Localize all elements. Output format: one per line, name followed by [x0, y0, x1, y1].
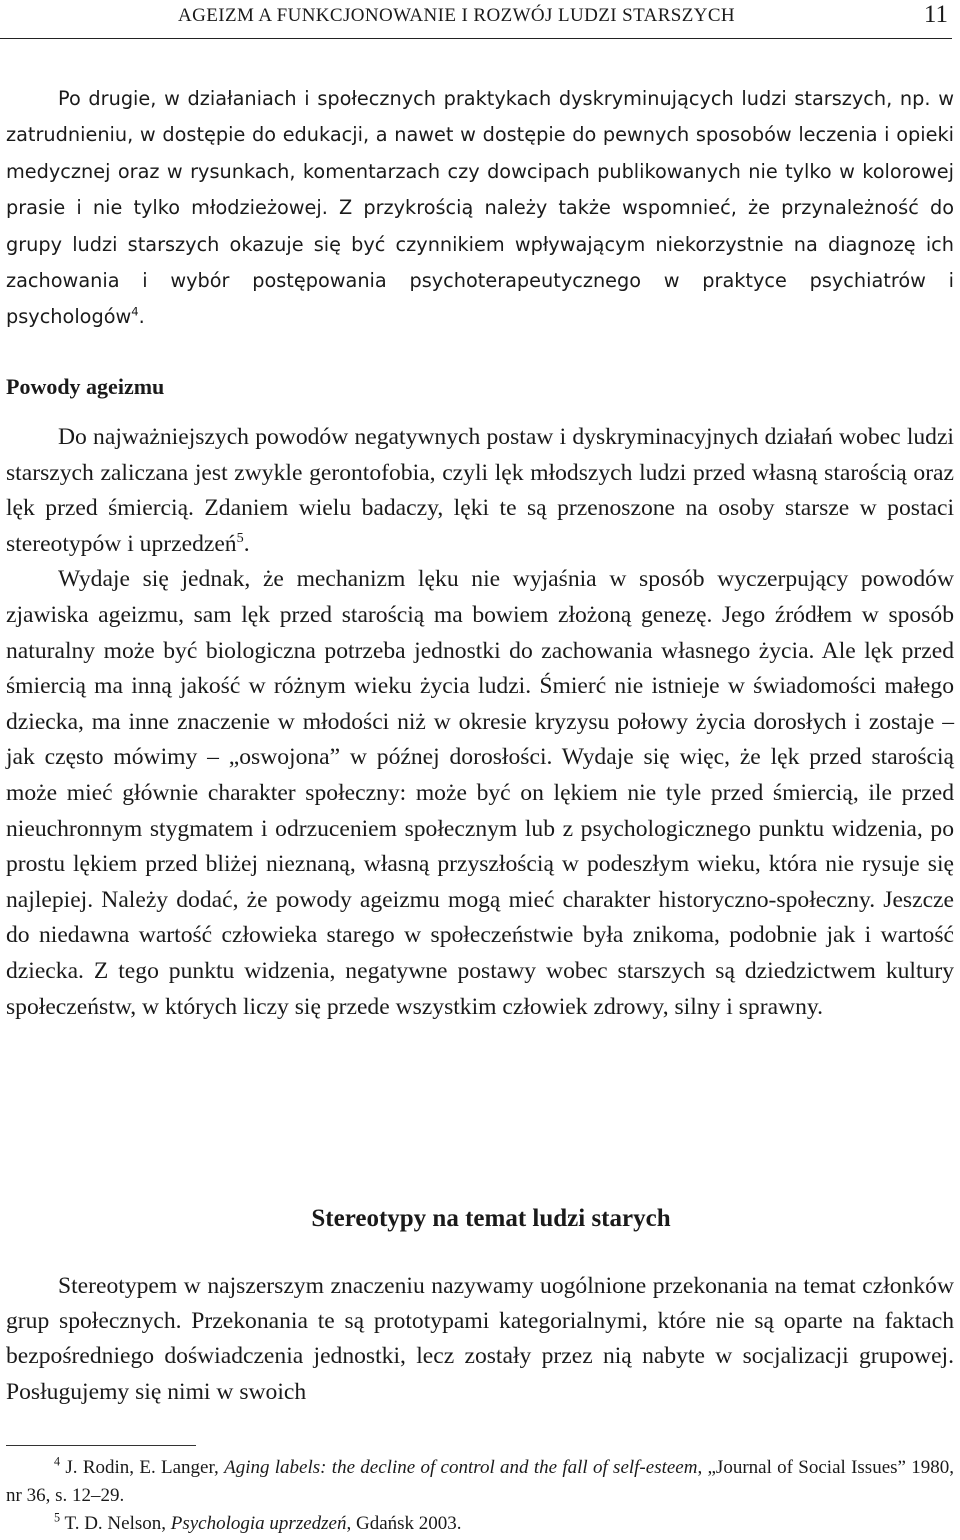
powody-body: [6, 420, 954, 1025]
footnote-divider: [6, 1445, 196, 1446]
footnote-5-title: Psychologia uprzedzeń: [170, 1513, 347, 1534]
intro-paragraph: [6, 81, 954, 336]
section-heading-powody: Powody ageizmu: [6, 374, 165, 399]
footnote-number-4: 4: [54, 1454, 61, 1469]
footnotes: [6, 1454, 954, 1538]
footnote-4-title: Aging labels: the decline of control and the fall of self-esteem: [224, 1457, 698, 1478]
powody-p1-end: .: [243, 530, 250, 557]
footnote-5-author: T. D. Nelson,: [64, 1513, 171, 1534]
running-title: AGEIZM A FUNKCJONOWANIE I ROZWÓJ LUDZI STARSZYCH: [178, 5, 736, 26]
intro-end: .: [138, 305, 145, 329]
footnote-ref-5[interactable]: 5: [236, 529, 244, 546]
intro-text: Po drugie, w działaniach i społecznych praktykach dyskryminujących ludzi starszych, np. w zatrudnieniu, w dostępie do edukacji, a nawet w dostępie do pewnych sposobów leczenia i opieki medycznej oraz w rysunkach, komentarzach czy dowcipach publikowanych nie tylko w kolorowej prasie i nie tylko młodzieżowej. Z przykrością należy także wspomnieć, że przynależność do grupy ludzi starszych okazuje się być czynnikiem wpływającym niekorzystnie na diagnozę ich zachowania i wybór postępowania psychoterapeutycznego w praktyce psychiatrów i psychologów: [6, 87, 954, 329]
footnote-4: [6, 1454, 954, 1510]
footnote-number-5: 5: [54, 1510, 61, 1525]
running-header: [0, 0, 952, 39]
footnote-4-authors: J. Rodin, E. Langer,: [65, 1457, 225, 1478]
footnote-5-source: , Gdańsk 2003.: [346, 1513, 462, 1534]
footnote-ref-4[interactable]: 4: [131, 305, 139, 320]
stereotypy-paragraph-1: Stereotypem w najszerszym znaczeniu nazywamy uogólnione przekonania na temat członków grup społecznych. Przekonania te są prototypami kategorialnymi, które nie są oparte na faktach bezpośredniego doświadczenia jednostki, lecz zostały przez nią nabyte w socjalizacji grupowej. Posługujemy się nimi w swoich: [6, 1273, 954, 1405]
powody-p1-text: Do najważniejszych powodów negatywnych postaw i dyskryminacyjnych działań wobec ludzi starszych zaliczana jest zwykle gerontofobia, czyli lęk młodszych ludzi przed własną starością oraz lęk przed śmiercią. Zdaniem wielu badaczy, lęki te są przenoszone na osoby starsze w postaci stereotypów i uprzedzeń: [6, 424, 954, 557]
page-number: 11: [923, 1, 948, 28]
section-heading-stereotypy: Stereotypy na temat ludzi starych: [311, 1205, 671, 1232]
footnote-5: [6, 1510, 954, 1538]
footnote-4-source: , „Journal of Social Issues” 1980, nr 36, s. 12–29.: [6, 1457, 955, 1506]
powody-paragraph-2: Wydaje się jednak, że mechanizm lęku nie wyjaśnia w sposób wyczerpujący powodów zjawiska ageizmu, sam lęk przed starością ma bowiem złożoną genezę. Jego źródłem w sposób naturalny może być biologiczna potrzeba jednostki do zachowania własnego życia. Ale lęk przed śmiercią ma inną jakość w różnym wieku życia ludzi. Śmierć nie istnieje w świadomości małego dziecka, ma inne znaczenie w młodości niż w okresie kryzysu połowy życia dorosłych i zostaje – jak często mówimy – „oswojona” w późnej dorosłości. Wydaje się więc, że lęk przed starością może mieć głównie charakter społeczny: może być on lękiem nie tyle przed śmiercią, ile przed nieuchronnym stygmatem i odrzuceniem społecznym lub z psychologicznego punktu widzenia, po prostu lękiem przed bliżej nieznaną, własną przyszłością w podeszłym wieku, która nie rysuje się najlepiej. Należy dodać, że powody ageizmu mogą mieć charakter historyczno-społeczny. Jeszcze do niedawna wartość człowieka starego w społeczeństwie była znikoma, podobnie jak i wartość dziecka. Z tego punktu widzenia, negatywne postawy wobec starszych są dziedzictwem kultury społeczeństw, w których liczy się przede wszystkim człowiek zdrowy, silny i sprawny.: [6, 566, 954, 1020]
powody-paragraph-1: [6, 420, 954, 562]
intro-block: [6, 81, 954, 336]
stereotypy-body: [6, 1269, 954, 1410]
